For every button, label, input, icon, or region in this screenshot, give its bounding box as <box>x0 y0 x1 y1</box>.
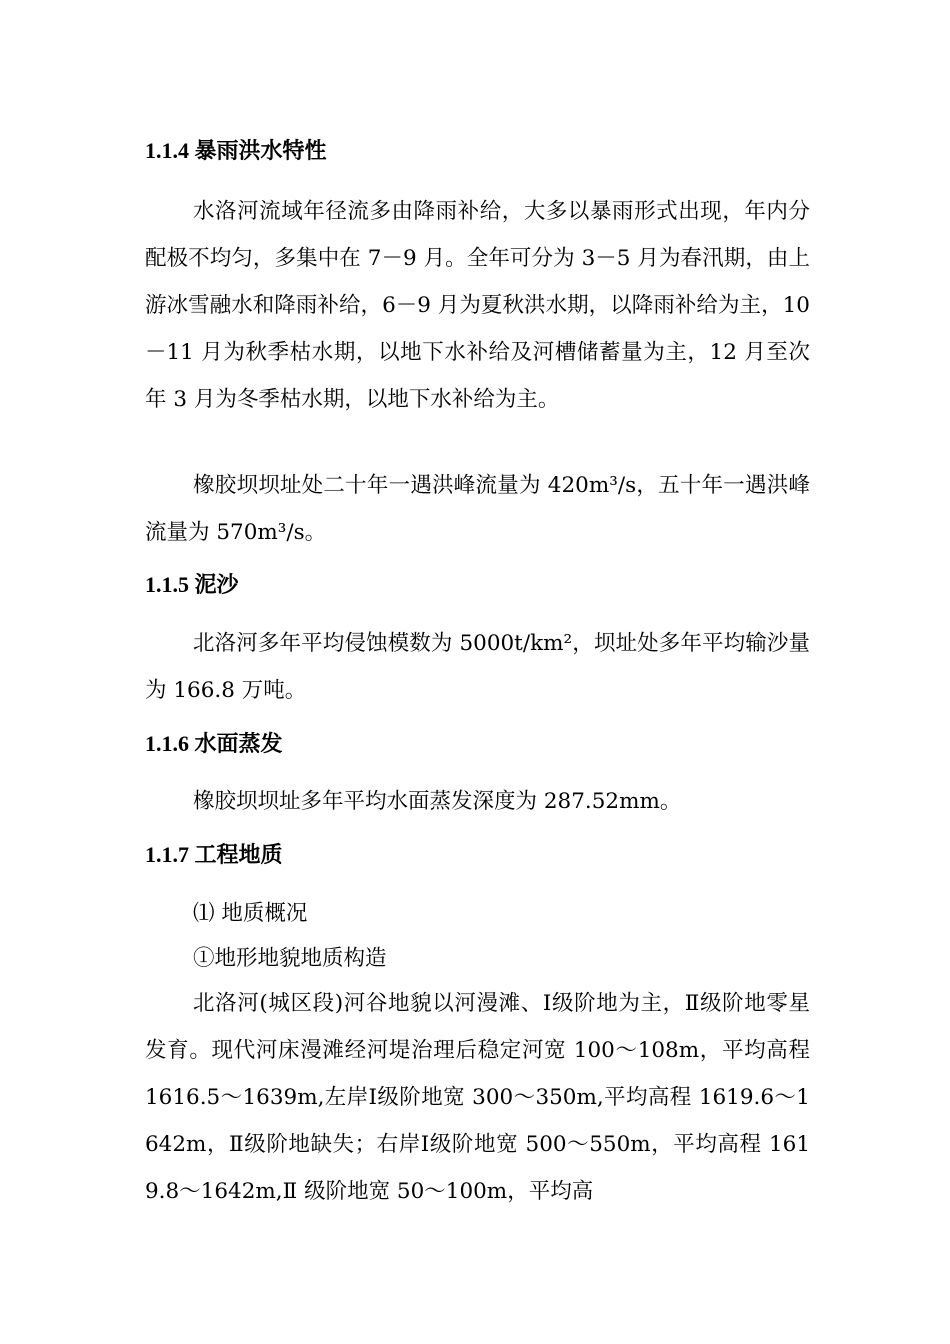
paragraph-evaporation: 橡胶坝坝址多年平均水面蒸发深度为 287.52mm。 <box>193 789 682 814</box>
section-heading-1-1-5: 1.1.5 泥沙 <box>145 572 239 597</box>
section-heading-1-1-7: 1.1.7 工程地质 <box>145 842 283 867</box>
section-heading-1-1-4: 1.1.4 暴雨洪水特性 <box>145 138 327 163</box>
paragraph-sediment: 北洛河多年平均侵蚀模数为 5000t/km²，坝址处多年平均输沙量为 166.8 万吨。 <box>145 631 810 703</box>
paragraph-flood-peak: 橡胶坝坝址处二十年一遇洪峰流量为 420m³/s，五十年一遇洪峰流量为 570m³/s。 <box>145 473 810 545</box>
list-item-geology-overview: ⑴ 地质概况 <box>193 901 308 926</box>
section-heading-1-1-6: 1.1.6 水面蒸发 <box>145 731 283 756</box>
paragraph-river-valley: 北洛河(城区段)河谷地貌以河漫滩、Ⅰ级阶地为主，Ⅱ级阶地零星发育。现代河床漫滩经河堤治理后稳定河宽 100～108m，平均高程 1616.5～1639m,左岸Ⅰ级阶地宽 300～350m,平均高程 1619.6～1642m，Ⅱ级阶地缺失；右岸Ⅰ级阶地宽 500～550m，平均高程 1619.8～1642m,Ⅱ 级阶地宽 50～100m，平均高 <box>145 991 810 1204</box>
paragraph-rainstorm-flood: 水洛河流域年径流多由降雨补给，大多以暴雨形式出现，年内分配极不均匀，多集中在 7－9 月。全年可分为 3－5 月为春汛期，由上游冰雪融水和降雨补给，6－9 月为夏秋洪水期，以降雨补给为主，10－11 月为秋季枯水期，以地下水补给及河槽储蓄量为主，12 月至次年 3 月为冬季枯水期，以地下水补给为主。 <box>145 199 810 412</box>
list-item-topography: ①地形地貌地质构造 <box>193 946 387 971</box>
